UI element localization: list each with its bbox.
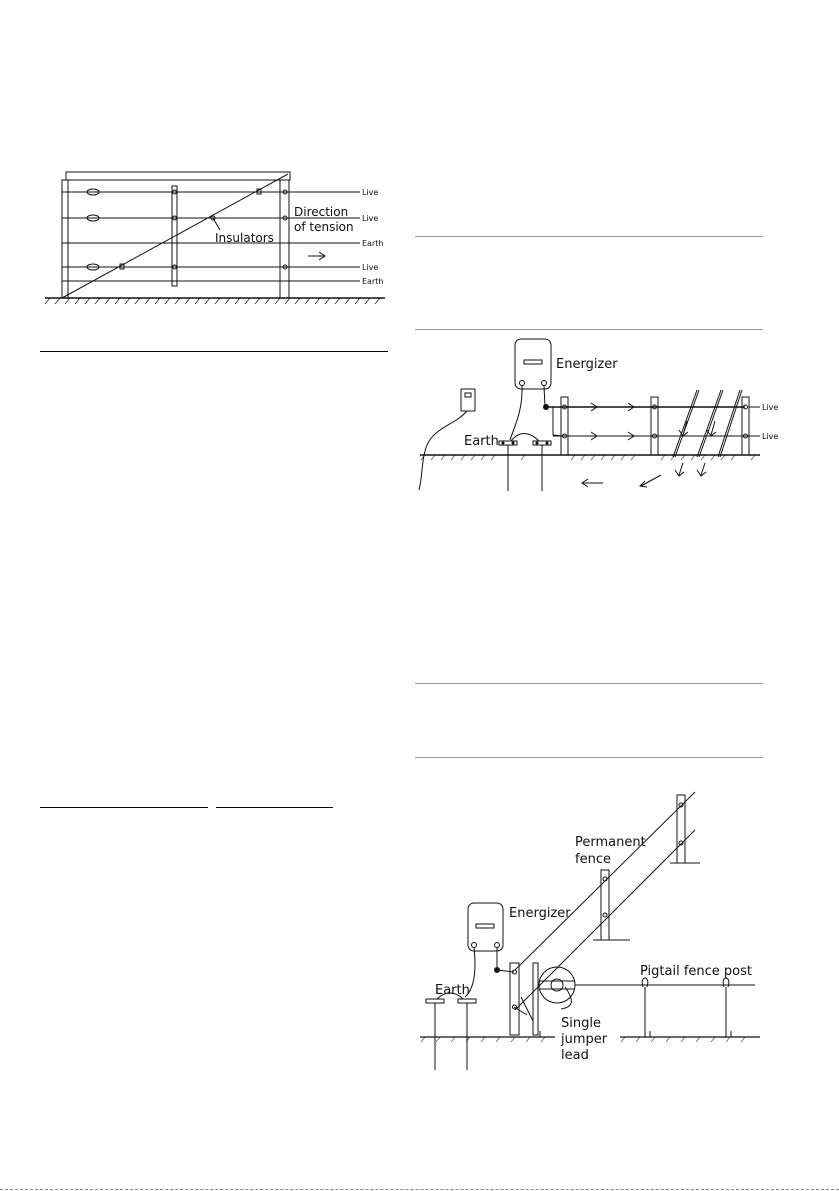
section-rule xyxy=(415,683,763,684)
wire-label: Live xyxy=(362,188,379,197)
wire-label: Earth xyxy=(362,277,384,286)
jumper-label: lead xyxy=(561,1048,589,1063)
wire-label: Live xyxy=(762,403,779,412)
jumper-lead-diagram xyxy=(415,775,835,1075)
page-edge-dash xyxy=(0,1189,839,1190)
earth-return-diagram xyxy=(415,335,835,495)
earth-plate xyxy=(426,999,444,1003)
end-post-left xyxy=(62,180,68,298)
energizer-display xyxy=(476,924,494,928)
fence-post xyxy=(561,397,568,455)
permanent-fence-label: Permanent xyxy=(575,835,646,850)
section-rule xyxy=(40,807,208,808)
pigtail-post-icon xyxy=(723,978,729,1037)
reel-icon xyxy=(539,967,575,1003)
jumper-label: Single xyxy=(561,1016,601,1031)
direction-label: of tension xyxy=(294,220,354,234)
section-rule xyxy=(415,329,763,330)
section-rule xyxy=(40,351,388,352)
section-rule xyxy=(415,757,763,758)
wire-label: Live xyxy=(362,263,379,272)
section-rule xyxy=(415,236,763,237)
top-rail xyxy=(66,172,290,180)
direction-label: Direction xyxy=(294,205,349,219)
fence-tension-diagram xyxy=(40,170,390,310)
end-post-right xyxy=(280,180,289,298)
wire-label: Live xyxy=(362,214,379,223)
meter-icon xyxy=(461,389,475,411)
energizer-display xyxy=(524,360,542,364)
jumper-label: jumper xyxy=(561,1032,608,1047)
wire-label: Earth xyxy=(362,239,384,248)
earth-label: Earth xyxy=(435,983,470,998)
section-rule xyxy=(216,807,333,808)
earth-plate xyxy=(458,999,476,1003)
fence-post xyxy=(742,397,749,455)
energizer-icon xyxy=(468,903,503,951)
insulators-label: Insulators xyxy=(215,231,274,245)
permanent-fence-label: fence xyxy=(575,852,611,867)
wire-label: Live xyxy=(762,432,779,441)
energizer-label: Energizer xyxy=(509,906,571,921)
earth-label: Earth xyxy=(464,434,499,449)
pigtail-post-icon xyxy=(642,978,648,1037)
energizer-label: Energizer xyxy=(556,357,618,372)
fence-post xyxy=(651,397,658,455)
pigtail-label: Pigtail fence post xyxy=(640,964,753,979)
